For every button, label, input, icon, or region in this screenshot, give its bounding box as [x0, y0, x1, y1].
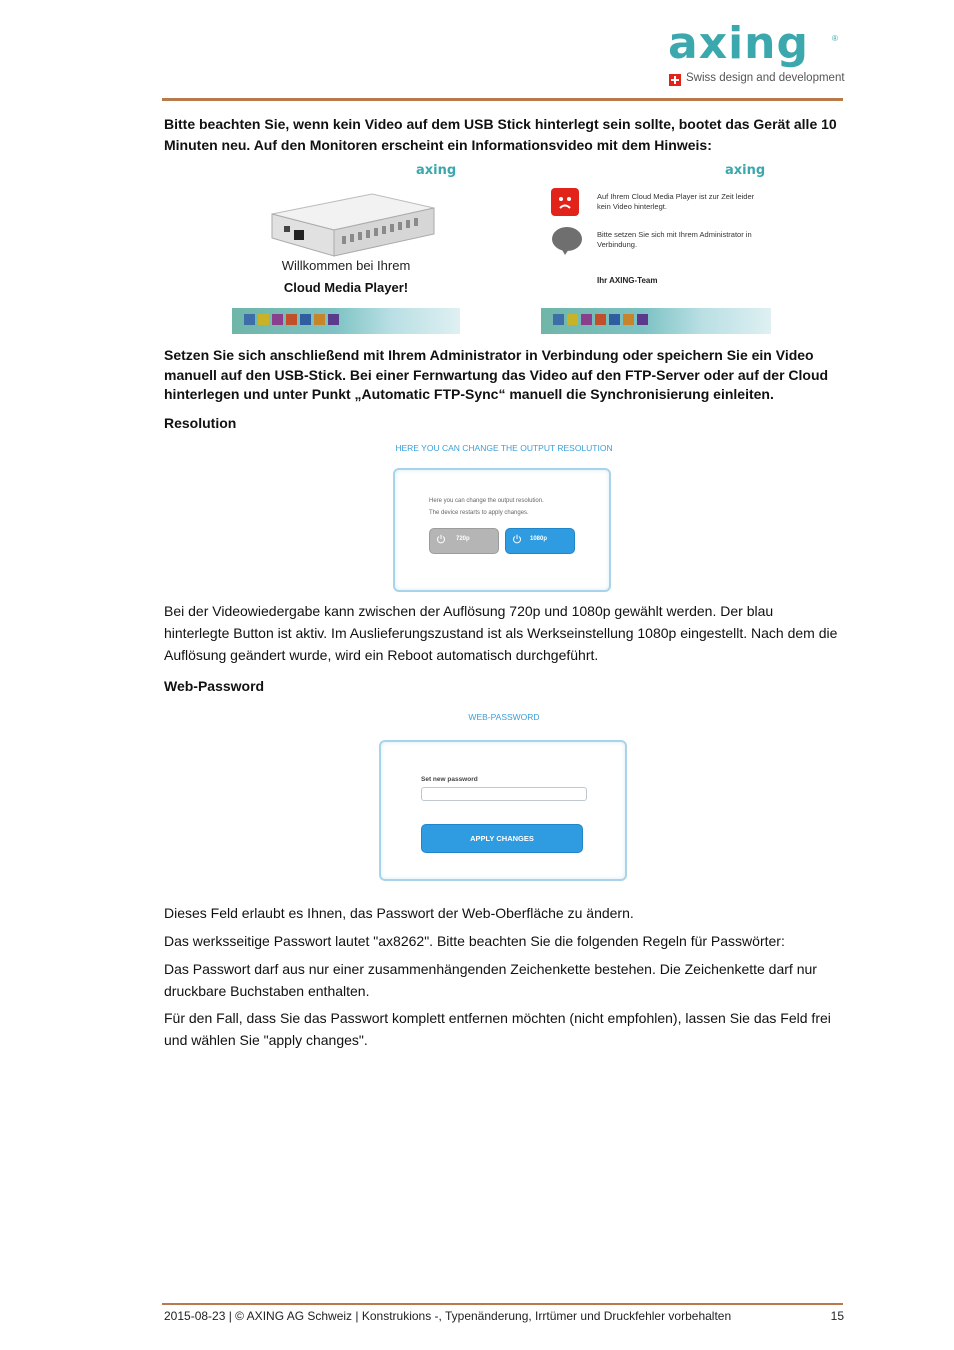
sad-face-icon	[551, 188, 579, 216]
welcome-screen-image	[232, 160, 460, 334]
power-icon	[436, 534, 446, 544]
intro-paragraph: Bitte beachten Sie, wenn kein Video auf dem USB Stick hinterlegt sein sollte, bootet das Gerät alle 10 Minuten neu. Auf den Monitoren erscheint ein Informationsvideo mit dem Hinweis:	[164, 116, 837, 153]
resolution-panel	[393, 468, 611, 592]
axing-logo: axing	[668, 18, 809, 69]
no-video-notice: Auf Ihrem Cloud Media Player ist zur Zeit leider kein Video hinterlegt.	[597, 192, 755, 211]
webpassword-p4: Für den Fall, dass Sie das Passwort komplett entfernen möchten (nicht empfohlen), lassen Sie das Feld frei und wählen Sie "apply changes".	[164, 1010, 831, 1048]
apply-changes-button[interactable]: APPLY CHANGES	[421, 824, 583, 853]
resolution-ui-line1: Here you can change the output resolution.	[429, 498, 544, 504]
contact-paragraph: Setzen Sie sich anschließend mit Ihrem Administrator in Verbindung oder speichern Sie ein Video manuell auf den USB-Stick. Bei einer Fernwartung das Video auf den FTP-Server oder auf der Cloud hinterlegen und unter Punkt „Automatic FTP-Sync“ manuell die Synchronisierung einleiten.	[164, 347, 829, 402]
footer-text: 2015-08-23 | © AXING AG Schweiz | Konstrukions -, Typenänderung, Irrtümer und Druckfehler vorbehalten	[164, 1309, 732, 1323]
power-icon	[512, 534, 522, 544]
thumbnail-strip	[541, 308, 771, 334]
thumbnail-strip	[232, 308, 460, 334]
webpassword-p1: Dieses Feld erlaubt es Ihnen, das Passwort der Web-Oberfläche zu ändern.	[164, 905, 634, 921]
speech-bubble-icon	[551, 226, 583, 256]
webpassword-p3: Das Passwort darf aus nur einer zusammenhängenden Zeichenkette bestehen. Die Zeichenkette darf nur druckbare Buchstaben enthalten.	[164, 961, 817, 999]
webpassword-panel	[379, 740, 627, 881]
webpassword-heading: Web-Password	[164, 678, 265, 694]
registered-mark: ®	[832, 34, 838, 43]
tagline: Swiss design and development	[686, 72, 845, 84]
720p-label: 720p	[456, 536, 470, 542]
header-rule	[162, 98, 843, 101]
resolution-ui-title: HERE YOU CAN CHANGE THE OUTPUT RESOLUTION	[395, 443, 613, 453]
product-name: Cloud Media Player!	[283, 280, 409, 295]
swiss-flag-icon	[669, 74, 681, 86]
screen-logo: axing	[725, 163, 766, 178]
webpassword-ui-title: WEB-PASSWORD	[468, 712, 540, 722]
footer-rule	[162, 1303, 843, 1305]
signature: Ihr AXING-Team	[597, 276, 658, 285]
contact-admin-notice: Bitte setzen Sie sich mit Ihrem Administrator in Verbindung.	[597, 230, 752, 249]
resolution-ui-line2: The device restarts to apply changes.	[429, 510, 529, 516]
webpassword-p2: Das werksseitige Passwort lautet "ax8262". Bitte beachten Sie die folgenden Regeln für Passwörter:	[164, 933, 785, 949]
720p-button[interactable]	[429, 528, 499, 554]
resolution-heading: Resolution	[164, 415, 237, 431]
resolution-description: Bei der Videowiedergabe kann zwischen der Auflösung 720p und 1080p gewählt werden. Der blau hinterlegte Button ist aktiv. Im Auslieferungszustand ist als Werkseinstellung 1080p eingestellt. Nach dem die Auflösung geändert wurde, wird ein Reboot automatisch durchgeführt.	[164, 603, 838, 663]
welcome-text: Willkommen bei Ihrem	[281, 258, 411, 273]
1080p-label: 1080p	[530, 536, 548, 542]
screen-logo: axing	[416, 163, 457, 178]
new-password-input[interactable]	[421, 787, 587, 801]
no-video-screen-image	[541, 160, 771, 334]
password-field-label: Set new password	[421, 776, 478, 783]
1080p-button[interactable]	[505, 528, 575, 554]
page-number: 15	[830, 1309, 844, 1323]
